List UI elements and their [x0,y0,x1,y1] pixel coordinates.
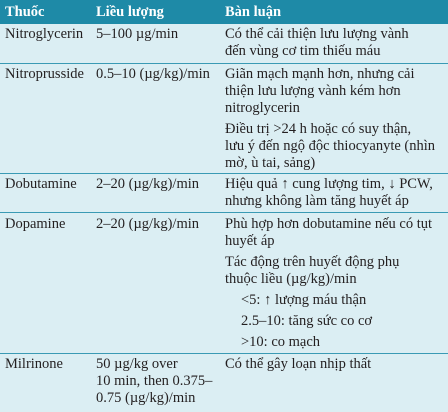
drug-note: nhưng không làm tăng huyết áp [225,193,409,209]
drug-note: Tác động trên huyết động phụ [225,254,400,270]
drug-note: Giãn mạch mạnh hơn, nhưng cải [225,66,415,82]
table-header [0,0,448,24]
row-divider [0,63,448,64]
drug-dose: 2–20 (µg/kg)/min [96,216,200,232]
row-divider [0,212,448,213]
drug-name: Nitroprusside [5,66,84,82]
drug-name: Nitroglycerin [5,26,84,42]
drug-note: đến vùng cơ tim thiếu máu [225,43,381,59]
drug-note: Hiệu quả ↑ cung lượng tim, ↓ PCW, [225,176,433,192]
drug-note: lưu ý đến ngộ độc thiocyanyte (nhìn [225,138,436,154]
drug-dose: 2–20 (µg/kg)/min [96,176,200,192]
drug-name: Milrinone [5,356,63,372]
drug-note: Có thể cải thiện lưu lượng vành [225,26,409,42]
header-drug: Thuốc [5,4,45,20]
drug-note: mờ, ù tai, sảng) [225,155,316,171]
row-divider [0,173,448,174]
drug-note: Có thể gây loạn nhịp thất [225,356,372,372]
header-dose: Liều lượng [96,4,164,20]
drug-dose: 0.75 (µg/kg)/min [96,390,196,406]
drug-note: huyết áp [225,233,275,249]
drug-note: thuộc liều (µg/kg)/min [225,271,357,287]
drug-dose: 10 min, then 0.375– [96,373,213,389]
drug-note: Điều trị >24 h hoặc có suy thận, [225,121,412,137]
drug-name: Dopamine [5,216,66,232]
drug-dose: 0.5–10 (µg/kg)/min [96,66,210,82]
dose-subitem: 2.5–10: tăng sức co cơ [241,313,373,329]
dose-subitem: >10: co mạch [241,334,321,350]
drug-dose: 5–100 µg/min [96,26,179,42]
drug-note: Phù hợp hơn dobutamine nếu có tụt [225,216,433,232]
dose-subitem: <5: ↑ lượng máu thận [241,292,367,308]
header-notes: Bàn luận [225,4,282,20]
row-divider [0,353,448,354]
drug-note: thiện lưu lượng vành kém hơn [225,83,401,99]
drug-dose: 50 µg/kg over [96,356,178,372]
drug-note: nitroglycerin [225,100,300,116]
drug-name: Dobutamine [5,176,77,192]
